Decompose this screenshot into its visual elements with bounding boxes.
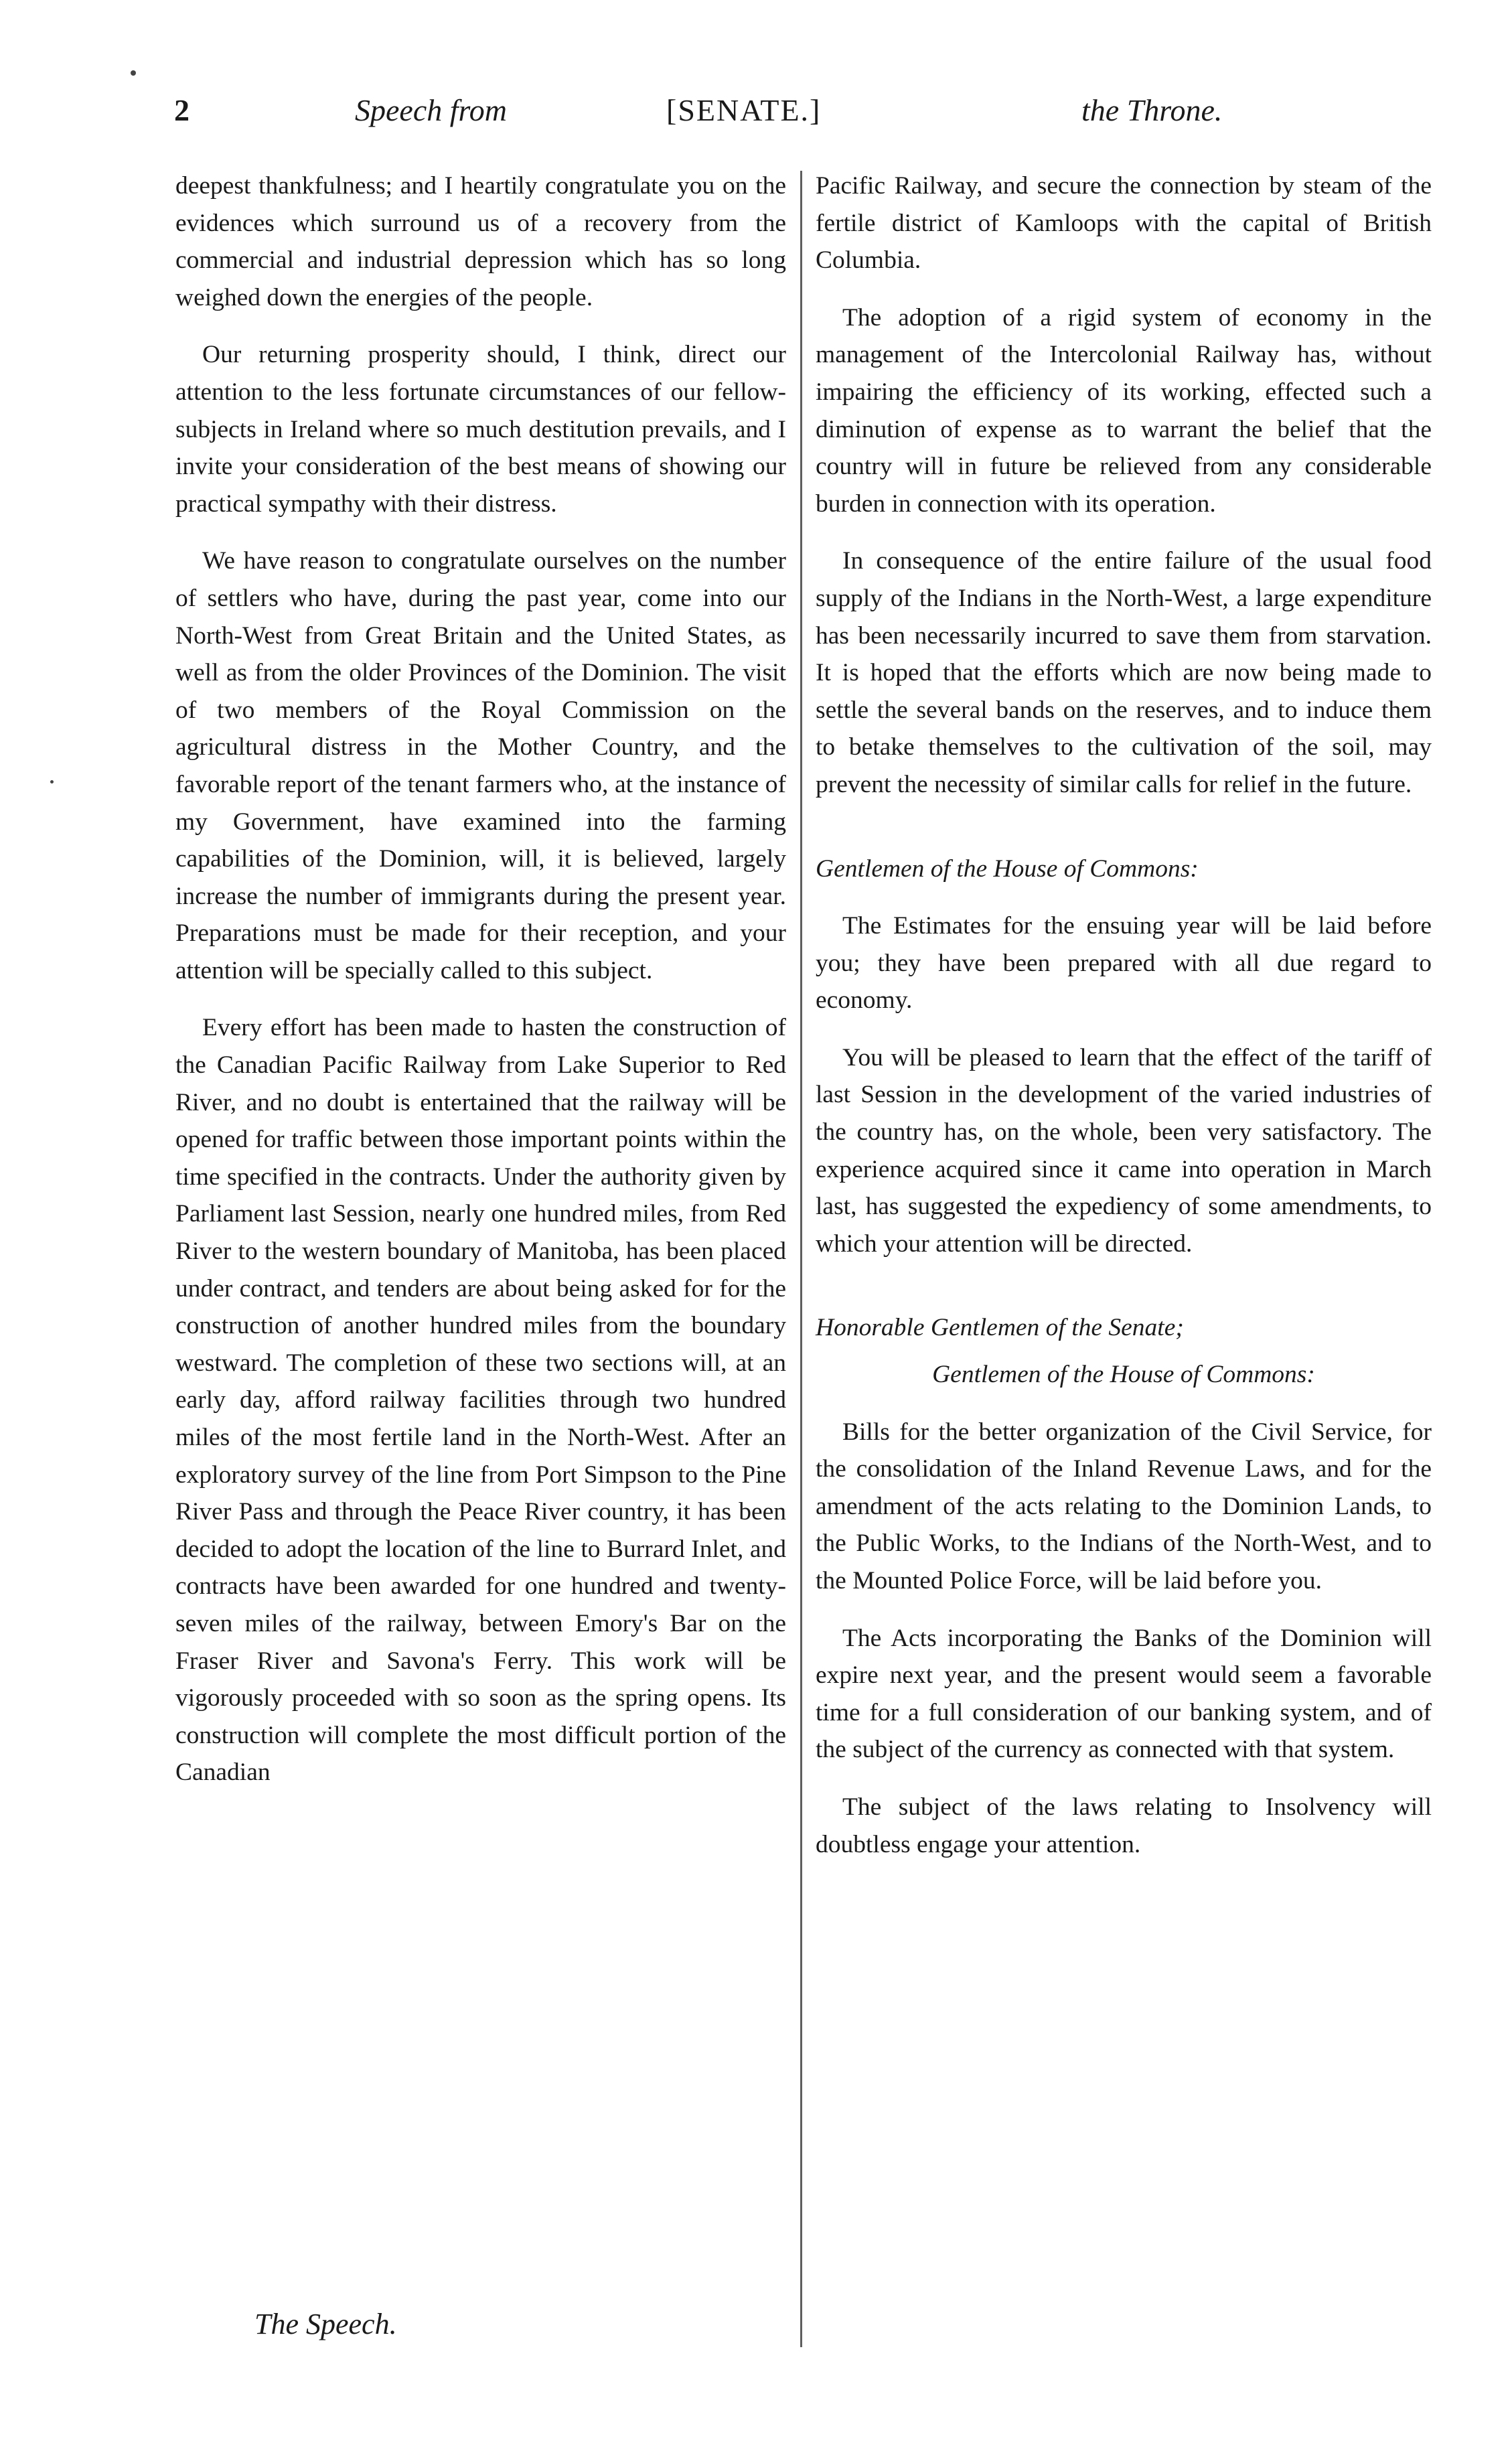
paragraph: You will be pleased to learn that the effect of the tariff of last Session in the development of the varied industries of the country has, on the whole, been very satisfactory. The experience acquired since it came into operation in March last, has suggested the expediency of some amendments, to which your attention will be directed. <box>816 1043 1432 1258</box>
section-heading: Honorable Gentlemen of the Senate; <box>816 1314 1184 1342</box>
paragraph: Pacific Railway, and secure the connection by steam of the fertile district of Kamloops with the capital of British Columbia. <box>816 172 1432 275</box>
paragraph: Every effort has been made to hasten the construction of the Canadian Pacific Railway from Lake Superior to Red River, and no doubt is entertained that the railway will be opened for traffic between those important points within the time specified in the contracts. Under the authority given by Parliament last Session, nearly one hundred miles, from Red River to the western boundary of Manitoba, has been placed under contract, and tenders are about being asked for for the construction of another hundred miles from the boundary westward. The completion of these two sections will, at an early day, afford railway facilities through two hundred miles of the most fertile land in the North-West. After an exploratory survey of the line from Port Simpson to the Pine River Pass and through the Peace River country, it has been decided to adopt the location of the line to Burrard Inlet, and contracts have been awarded for one hundred and twenty-seven miles of the railway, between Emory's Bar on the Fraser River and Savona's Ferry. This work will be vigorously proceeded with so soon as the spring opens. Its construction will complete the most difficult portion of the Canadian <box>175 1014 786 1787</box>
right-column <box>816 167 1432 1863</box>
left-column <box>175 167 786 1791</box>
header-right-title: the Throne. <box>1081 93 1223 127</box>
margin-speck <box>50 780 54 784</box>
catchword: The Speech. <box>254 2308 397 2340</box>
section-heading: Gentlemen of the House of Commons: <box>816 854 1199 883</box>
paragraph: The adoption of a rigid system of economy in the management of the Intercolonial Railway has, without impairing the efficiency of its working, effected such a diminution of expense as to warrant the belief that the country will in future be relieved from any considerable burden in connection with its operation. <box>816 303 1432 518</box>
margin-speck <box>131 70 136 76</box>
paragraph: The subject of the laws relating to Insolvency will doubtless engage your attention. <box>816 1793 1432 1858</box>
paragraph: Our returning prosperity should, I think, direct our attention to the less fortunate circumstances of our fellow-subjects in Ireland where so much destitution prevails, and I invite your consideration of the best means of showing our practical sympathy with their distress. <box>175 341 786 518</box>
paragraph: Bills for the better organization of the Civil Service, for the consolidation of the Inland Revenue Laws, and for the amendment of the acts relating to the Dominion Lands, to the Public Works, to the Indians of the North-West, and to the Mounted Police Force, will be laid before you. <box>816 1418 1432 1594</box>
paragraph: deepest thankfulness; and I heartily congratulate you on the evidences which surround us of a recovery from the commercial and industrial depression which has so long weighed down the energies of the people. <box>175 172 786 311</box>
paragraph: In consequence of the entire failure of the usual food supply of the Indians in the North-West, a large expenditure has been necessarily incurred to save them from starvation. It is hoped that the efforts which are now being made to settle the several bands on the reserves, and to induce them to betake themselves to the cultivation of the soil, may prevent the necessity of similar calls for relief in the future. <box>816 547 1432 798</box>
section-subheading: Gentlemen of the House of Commons: <box>932 1361 1315 1389</box>
running-header <box>174 92 1252 139</box>
paragraph: The Estimates for the ensuing year will be laid before you; they have been prepared with all due regard to economy. <box>816 912 1432 1015</box>
page-number: 2 <box>174 93 190 127</box>
paragraph: We have reason to congratulate ourselves on the number of settlers who have, during the past year, come into our North-West from Great Britain and the United States, as well as from the older Provinces of the Dominion. The visit of two members of the Royal Commission on the agricultural distress in the Mother Country, and the favorable report of the tenant farmers who, at the instance of my Government, have examined into the farming capabilities of the Dominion, will, it is believed, largely increase the number of immigrants during the present year. Preparations must be made for their reception, and your attention will be specially called to this subject. <box>175 547 786 984</box>
header-left-title: Speech from <box>355 93 507 127</box>
column-divider <box>800 171 802 2347</box>
paragraph: The Acts incorporating the Banks of the Dominion will expire next year, and the present would seem a favorable time for a full consideration of our banking system, and of the subject of the currency as connected with that system. <box>816 1624 1432 1764</box>
header-center-title: [SENATE.] <box>666 93 822 127</box>
